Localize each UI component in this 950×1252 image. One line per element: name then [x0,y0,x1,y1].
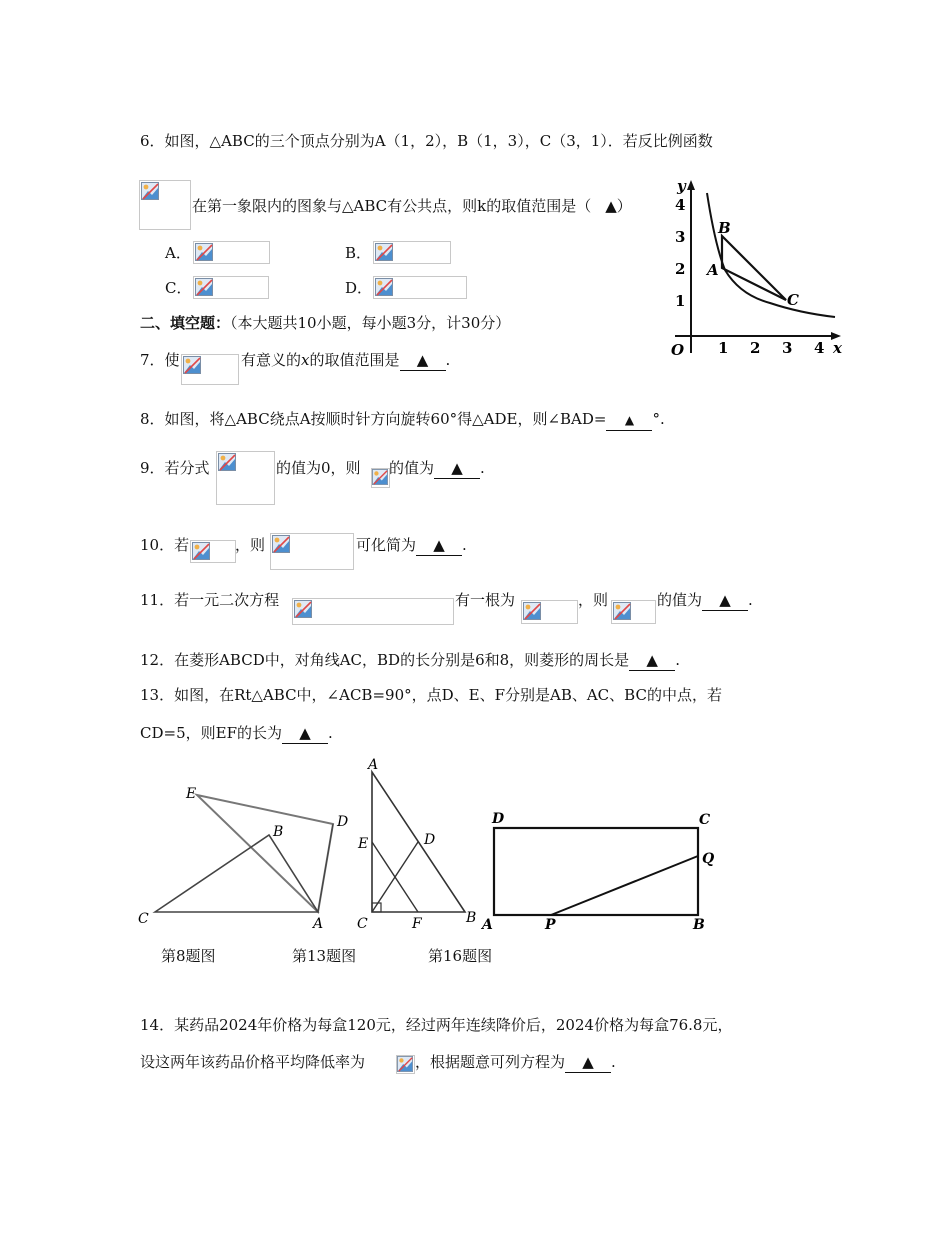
x-tick-3: 3 [782,339,793,357]
q11-equation-formula [292,598,454,625]
label-e: E [358,836,369,852]
q14-tail [415,1052,616,1073]
x-tick-4: 4 [814,339,825,357]
q7-pre: 7．使 [140,351,180,369]
q6-line2-tail: ） [616,197,632,215]
label-a: A [482,917,493,933]
q10-pre: 10．若 [140,536,190,554]
answer-blank: ▲ [416,535,462,556]
q14-line1: 14．某药品2024年价格为每盒120元，经过两年连续降价后，2024价格为每盒76.8元， [140,1016,733,1034]
q9-end: . [480,459,485,477]
y-axis-arrow [687,180,695,190]
option-b-formula [373,241,451,264]
q11-post: 的值为 [657,591,703,609]
broken-image-icon [272,535,290,553]
q9-variable-formula [371,468,390,488]
figure-13-caption: 第13题图 [292,947,357,965]
q13-line1: 13．如图，在Rt△ABC中，∠ACB=90°，点D、E、F分别是AB、AC、BC的中点，若 [140,686,722,704]
q14-line2b: ，根据题意可列方程为 [415,1053,566,1071]
broken-image-icon [192,542,210,560]
broken-image-icon [294,600,312,618]
q8-line [140,409,665,431]
q9-post: 的值为 [389,459,435,477]
point-b-label: B [718,219,731,237]
triangle-abc [722,236,786,300]
q6-line1: 6．如图，△ABC的三个顶点分别为A（1，2），B（1，3），C（3，1）．若反比例函数 [140,132,713,150]
y-tick-1: 1 [675,292,686,310]
broken-image-icon [218,453,236,471]
broken-image-icon [195,278,213,296]
q11-mid2: ，则 [578,591,609,609]
answer-blank: ▲ [702,590,748,611]
q12-text: 12．在菱形ABCD中，对角线AC，BD的长分别是6和8，则菱形的周长是 [140,651,630,669]
y-tick-3: 3 [675,228,686,246]
option-d-label: D． [345,279,373,297]
rectangle-abcd [494,828,698,915]
y-axis-label: y [677,177,686,195]
point-a-label: A [707,261,719,279]
formula-image-placeholder [139,180,191,230]
q14-line2-text: 设这两年该药品价格平均降低率为 [140,1053,366,1071]
q10-end: . [462,536,467,554]
option-c-formula [193,276,269,299]
q9-mid: 的值为0，则 [276,459,361,477]
label-c: C [138,911,149,927]
broken-image-icon [372,469,388,485]
q7-formula [181,354,239,385]
answer-blank: ▲ [565,1052,611,1073]
q12-end: . [675,651,680,669]
y-tick-2: 2 [675,260,686,278]
q11-root-formula [521,600,578,624]
q7-tail [241,350,450,371]
label-b: B [273,824,284,840]
answer-blank: ▲ [629,650,675,671]
q10-mid: ，则 [235,536,266,554]
q10-post: 可化简为 [356,536,417,554]
q13-line2-text: CD=5，则EF的长为 [140,724,282,742]
q11-pre: 11．若一元二次方程 [140,591,280,609]
q7-end: . [445,351,451,369]
label-a: A [368,757,379,773]
q8-text: 8．如图，将△ABC绕点A按顺时针方向旋转60°得△ADE，则∠BAD= [140,410,607,428]
hyperbola-curve [707,193,835,317]
q7-post2: 的取值范围是 [309,351,400,369]
x-tick-1: 1 [718,339,729,357]
x-tick-2: 2 [750,339,761,357]
broken-image-icon [183,356,201,374]
broken-image-icon [195,243,213,261]
q9-tail [389,458,485,479]
label-e: E [186,786,197,802]
segment-ad [318,824,333,912]
q14-end: . [611,1053,616,1071]
q6-line2 [192,196,632,216]
q10-expression-formula [270,533,354,570]
answer-blank: ▲ [400,350,446,371]
label-d: D [492,811,505,827]
q6-line2-text: 在第一象限内的图象与△ABC有公共点，则k的取值范围是（ [192,197,592,215]
q10-condition-formula [190,540,236,563]
label-q: Q [702,851,715,867]
q7-post: 有意义的 [241,351,302,369]
q7-var: x [301,351,310,369]
option-a-label: A． [165,244,191,262]
y-tick-4: 4 [675,196,686,214]
q11-tail [657,590,753,611]
broken-image-icon [523,602,541,620]
label-c: C [699,812,711,828]
q13-end: . [327,724,333,742]
answer-blank: ▲ [434,458,480,479]
q13-line2 [140,723,333,744]
q9-fraction-formula [216,451,275,505]
triangle-abc [155,835,318,912]
point-c-label: C [787,291,799,309]
figure-16-diagram [480,805,720,935]
option-a-formula [193,241,270,264]
broken-image-icon [141,182,159,200]
label-b: B [693,917,705,933]
q6-coordinate-graph [665,175,845,360]
figure-16-caption: 第16题图 [428,947,493,965]
label-b: B [466,910,477,926]
figure-8-diagram [130,780,360,930]
segment-pq [551,856,698,915]
broken-image-icon [375,243,393,261]
q9-pre: 9．若分式 [140,459,210,477]
broken-image-icon [397,1056,413,1072]
answer-blank: ▲ [282,723,328,744]
label-c: C [357,916,368,932]
figure-8-caption: 第8题图 [161,947,216,965]
q10-tail [356,535,467,556]
figure-13-diagram [350,755,490,935]
section2-desc: （本大题共10小题，每小题3分，计30分） [230,314,511,332]
q14-variable-formula [396,1055,415,1074]
triangle-ade [197,795,333,912]
label-d: D [337,814,349,830]
section2-header [140,313,510,333]
option-c-label: C． [165,279,192,297]
q12-line [140,650,680,671]
label-p: P [545,917,556,933]
q11-mid: 有一根为 [455,591,516,609]
answer-blank: ▲ [606,410,652,431]
broken-image-icon [375,278,393,296]
broken-image-icon [613,602,631,620]
origin-label: O [671,341,685,359]
x-axis-label: x [833,339,842,357]
label-d: D [424,832,436,848]
section2-title: 二、填空题： [140,314,231,332]
answer-mark: ▲ [605,197,617,215]
option-d-formula [373,276,467,299]
q11-target-formula [611,600,656,624]
q8-end: °. [652,410,665,428]
option-b-label: B． [345,244,372,262]
label-a: A [313,916,324,930]
q11-end: . [748,591,753,609]
label-f: F [412,916,422,932]
